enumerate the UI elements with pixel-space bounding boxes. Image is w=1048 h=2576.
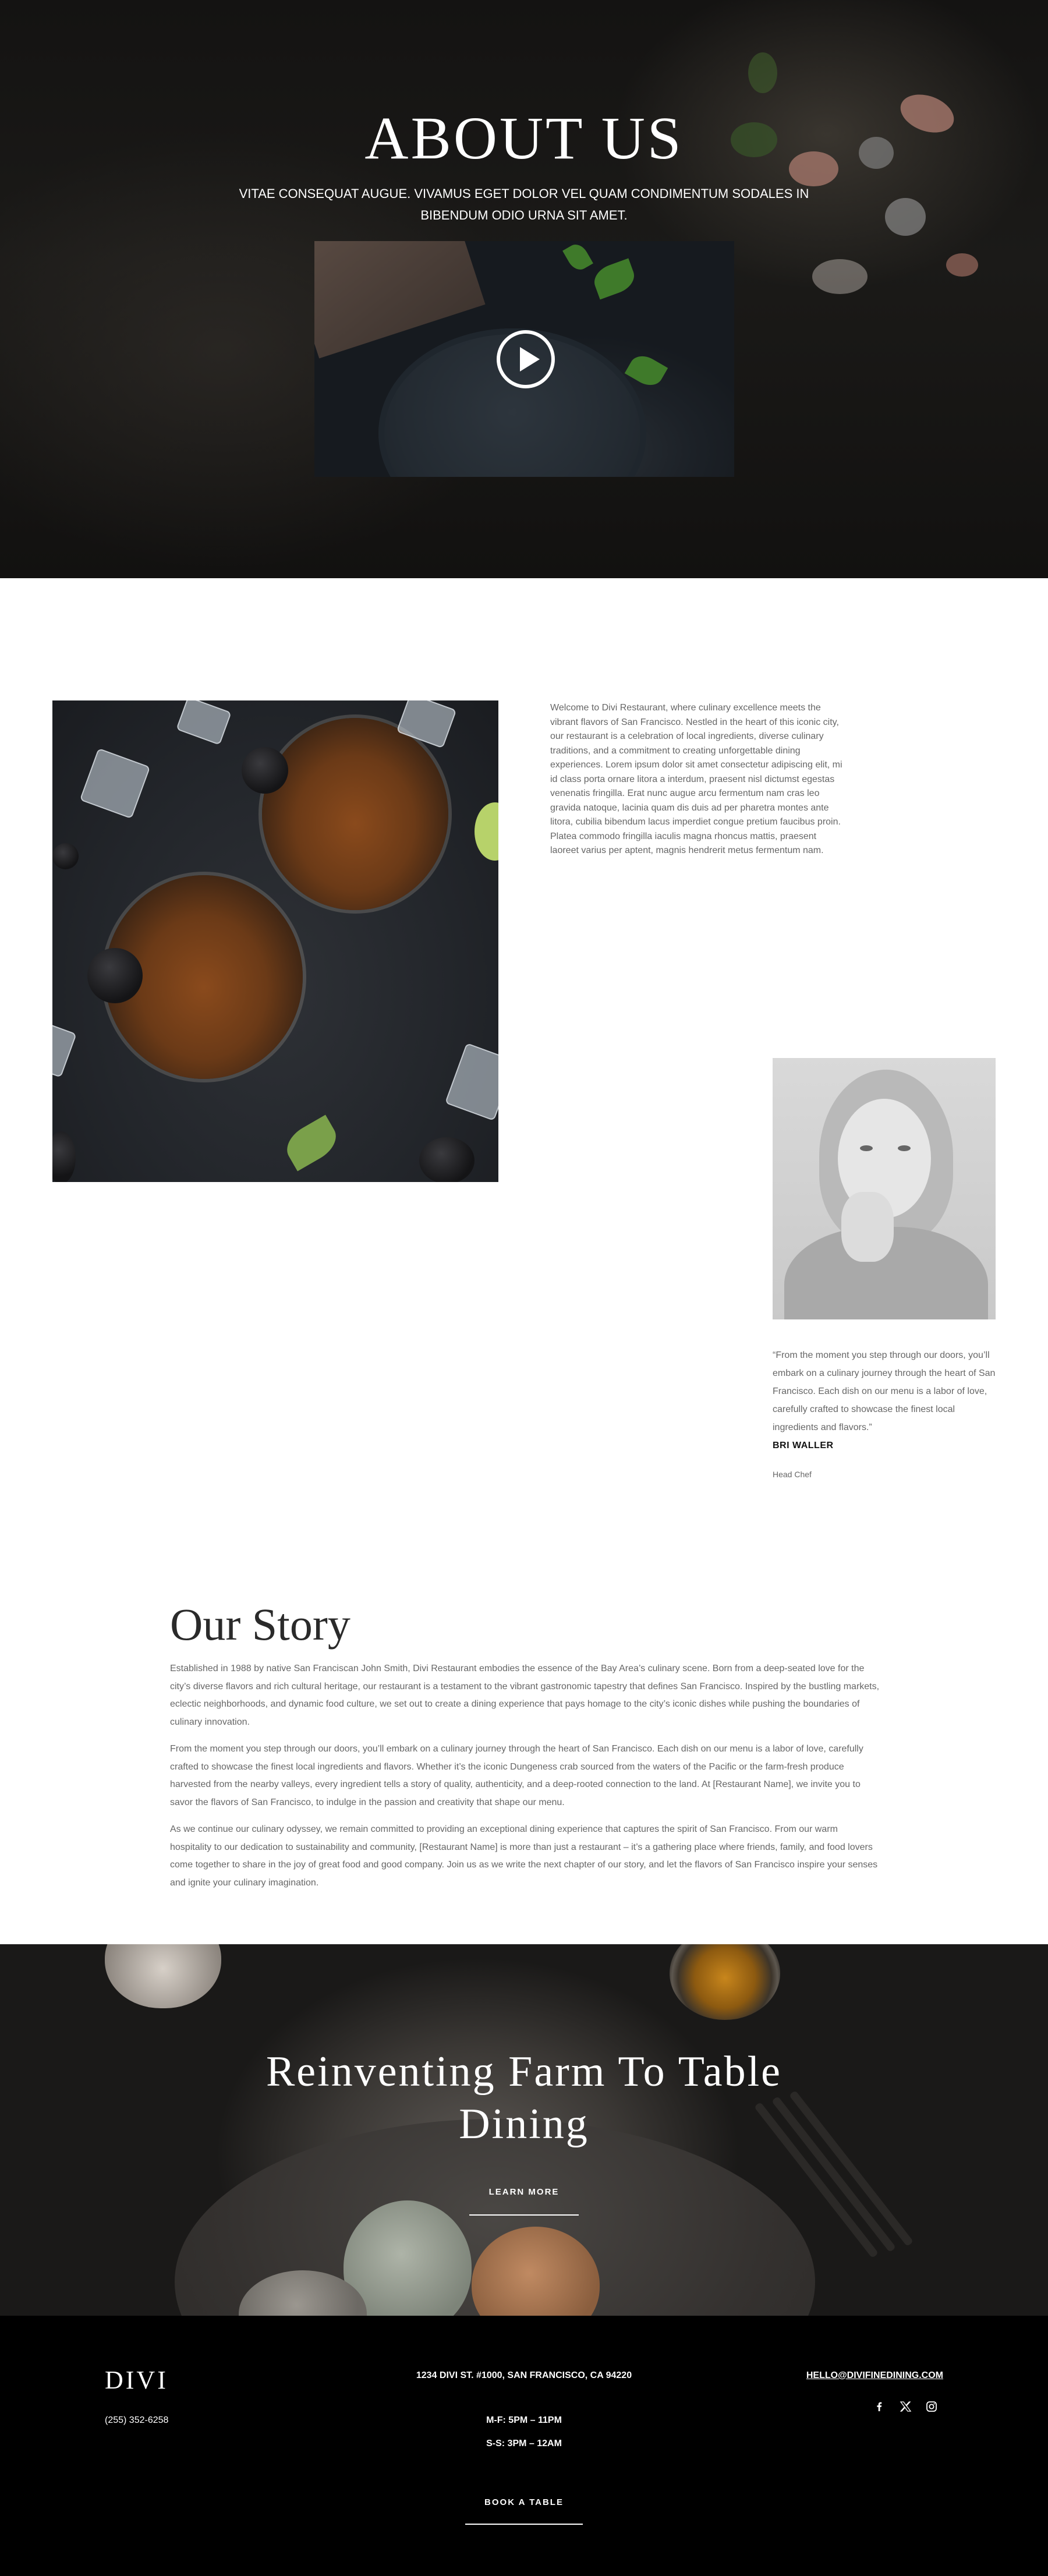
learn-more-button[interactable]: LEARN MORE	[469, 2181, 579, 2216]
blackberry	[52, 843, 79, 869]
lime	[475, 802, 498, 861]
video-herb	[590, 259, 639, 300]
ice-cube	[52, 1022, 77, 1078]
glass-right	[262, 718, 448, 910]
video-herb	[562, 241, 593, 274]
portrait-hand	[841, 1192, 894, 1262]
play-icon	[520, 347, 540, 371]
facebook-icon[interactable]	[873, 2400, 886, 2413]
story-paragraph: From the moment you step through our doors, you’ll embark on a culinary journey through the heart of San Francisco. Each dish on our menu is a labor of love, carefully crafted to showcase the finest local ingredients and flavors. Whether it’s the iconic Dungeness crab sourced from the waters of the Pacific or the farm-fresh produce harvested from the nearby valleys, every ingredient tells a story of quality, authenticity, and a deep-rooted connection to the land. At [Restaurant Name], we invite you to savor the flavors of San Francisco, to indulge in the passion and creativity that shape our menu.	[170, 1744, 863, 1807]
footer-address: 1234 DIVI ST. #1000, SAN FRANCISCO, CA 94220	[416, 2370, 632, 2380]
footer-email-link[interactable]: HELLO@DIVIFINEDINING.COM	[806, 2370, 943, 2380]
chef-portrait	[773, 1058, 996, 1319]
video-thumbnail[interactable]	[314, 241, 734, 477]
hero-subtitle: VITAE CONSEQUAT AUGUE. VIVAMUS EGET DOLOR VEL QUAM CONDIMENTUM SODALES IN BIBENDUM ODIO URNA SIT AMET.	[239, 186, 809, 222]
story-paragraph: Established in 1988 by native San Franciscan John Smith, Divi Restaurant embodies the essence of the Bay Area’s culinary scene. Born from a deep-seated love for the city’s diverse flavors and rich cultural heritage, our restaurant is a testament to the vibrant gastronomic tapestry that defines San Francisco. Inspired by the bustling markets, eclectic neighborhoods, and dynamic food culture, we set out to create a dining experience that pays homage to the city’s iconic dishes while pushing the boundaries of culinary innovation.	[170, 1664, 880, 1727]
blackberry	[87, 948, 143, 1003]
decor-stone	[946, 253, 978, 277]
testimonial-name: BRI WALLER	[773, 1441, 834, 1450]
play-button[interactable]	[497, 330, 555, 388]
mint-leaf	[280, 1115, 343, 1172]
decor-leaf	[748, 52, 777, 93]
ice-cube	[80, 748, 151, 819]
testimonial-role: Head Chef	[773, 1470, 812, 1479]
x-icon[interactable]	[899, 2400, 912, 2413]
ice-cube	[176, 700, 232, 745]
footer-phone: (255) 352-6258	[105, 2415, 169, 2425]
portrait-eye	[860, 1145, 873, 1151]
page-title: ABOUT US	[364, 105, 684, 172]
story-paragraph: As we continue our culinary odyssey, we remain committed to providing an exceptional dining experience that captures the spirit of San Francisco. From our warm hospitality to our dedication to sustainability and community, [Restaurant Name] is more than just a restaurant – it’s a gathering place where friends, family, and food lovers come together to share in the joy of great food and good company. Join us as we write the next chapter of our story, and let the flavors of San Francisco inspire your senses and ignite your culinary imagination.	[170, 1824, 878, 1888]
footer-hours-weekday: M-F: 5PM – 11PM	[486, 2415, 562, 2425]
testimonial-quote: “From the moment you step through our doors, you’ll embark on a culinary journey through the heart of San Francisco. Each dish on our menu is a labor of love, carefully crafted to showcase the finest local ingredients and flavors.”	[773, 1350, 996, 1432]
ice-cube	[445, 1043, 498, 1121]
banner-eggshell	[105, 1944, 221, 2008]
blackberry	[52, 1131, 76, 1182]
drinks-image	[52, 700, 498, 1182]
story-title: Our Story	[170, 1599, 350, 1650]
footer-hours-weekend: S-S: 3PM – 12AM	[486, 2439, 562, 2448]
blackberry	[419, 1137, 475, 1182]
banner-title: Reinventing Farm To Table Dining	[265, 2048, 783, 2148]
decor-stone	[885, 198, 926, 236]
hero-section	[0, 0, 1048, 578]
footer-logo[interactable]: DIVI	[105, 2366, 168, 2394]
decor-stone	[812, 259, 868, 294]
intro-paragraph: Welcome to Divi Restaurant, where culinary excellence meets the vibrant flavors of San Francisco. Nestled in the heart of this iconic city, our restaurant is a celebration of local ingredients, diverse culinary traditions, and a commitment to creating unforgettable dining experiences. Lorem ipsum dolor sit amet consectetur adipiscing elit, mi id class porta ornare litora a interdum, praesent nisl dictumst egestas venenatis fringilla. Erat nunc augue arcu fermentum nam cras leo gravida natoque, lacinia quam dis duis ad per pharetra montes ante litora, cubilia bibendum lacus imperdiet congue pretium faucibus proin. Platea commodo fringilla iaculis magna rhoncus mattis, praesent laoreet varius per aptent, magnis hendrerit metus fermentum nam.	[550, 703, 842, 855]
banner-yolk-cup	[670, 1944, 780, 2020]
portrait-eye	[898, 1145, 911, 1151]
blackberry	[242, 747, 288, 794]
instagram-icon[interactable]	[925, 2400, 938, 2413]
book-table-button[interactable]: BOOK A TABLE	[465, 2491, 583, 2525]
